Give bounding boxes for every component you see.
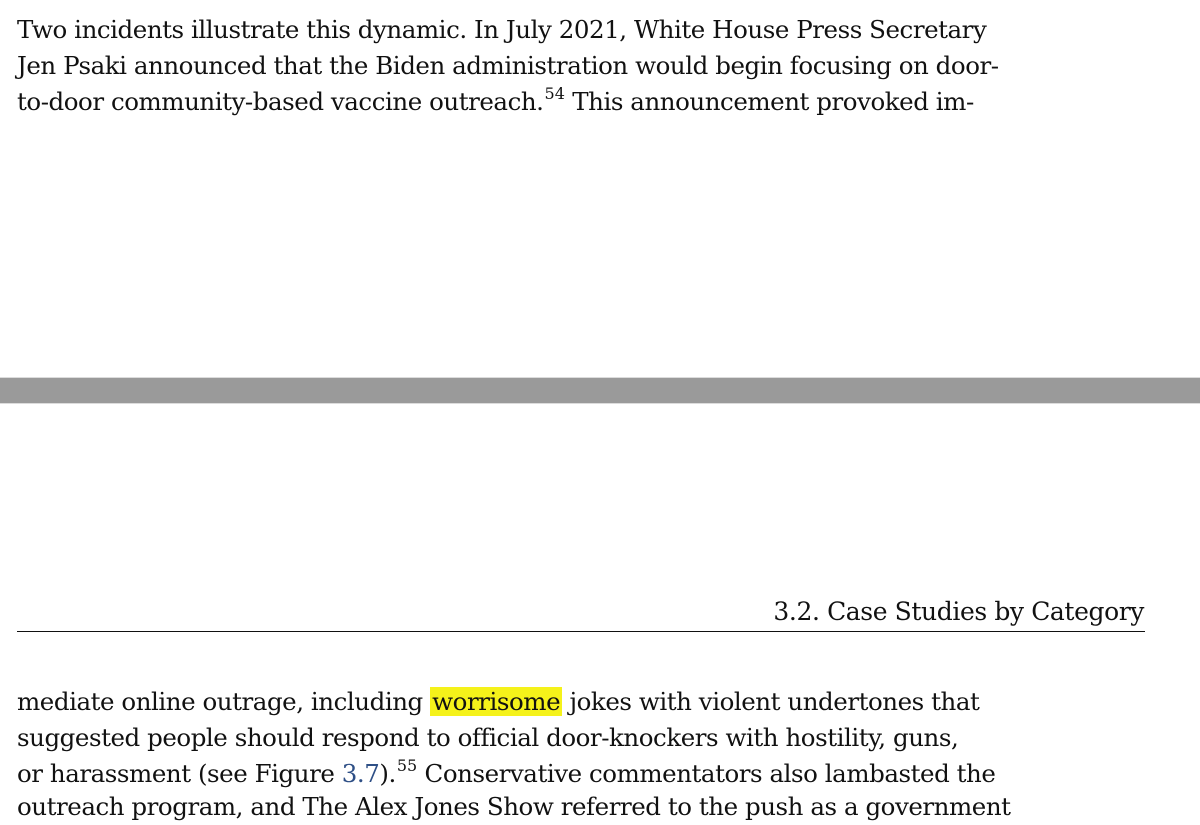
highlighted-word[interactable]: worrisome [432, 687, 561, 716]
page-separator [0, 377, 1200, 404]
paragraph-line-4 [17, 684, 979, 720]
paragraph-line-1: Two incidents illustrate this dynamic. In July 2021, White House Press Secretary [17, 15, 987, 44]
paragraph-line-2: Jen Psaki announced that the Biden administration would begin focusing on door- [17, 51, 999, 80]
header-rule [17, 631, 1145, 632]
clipped-line-container [17, 789, 1047, 821]
running-header: 3.2. Case Studies by Category [773, 597, 1144, 626]
paragraph-line-6-punctuation: ). [379, 759, 396, 788]
paragraph-line-6-end: Conservative commentators also lambasted the [417, 759, 996, 788]
paragraph-line-5: suggested people should respond to official door-knockers with hostility, guns, [17, 723, 959, 752]
paragraph-line-4-end: jokes with violent undertones that [562, 687, 980, 716]
footnote-marker-54[interactable]: 54 [544, 84, 565, 103]
figure-link[interactable]: 3.7 [341, 759, 380, 788]
paragraph-line-4-start: mediate online outrage, including [17, 687, 431, 716]
footnote-marker-55[interactable]: 55 [396, 756, 418, 775]
paragraph-line-3-text: to-door community-based vaccine outreach. [17, 87, 544, 116]
document-page-top [0, 0, 1200, 377]
paragraph-line-7-partial: outreach program, and The Alex Jones Show referred to the push as a government [17, 792, 1011, 821]
paragraph-line-6-start: or harassment (see Figure [17, 759, 342, 788]
paragraph-line-3 [17, 84, 974, 123]
paragraph-line-3-continuation: This announcement provoked im- [572, 87, 974, 116]
